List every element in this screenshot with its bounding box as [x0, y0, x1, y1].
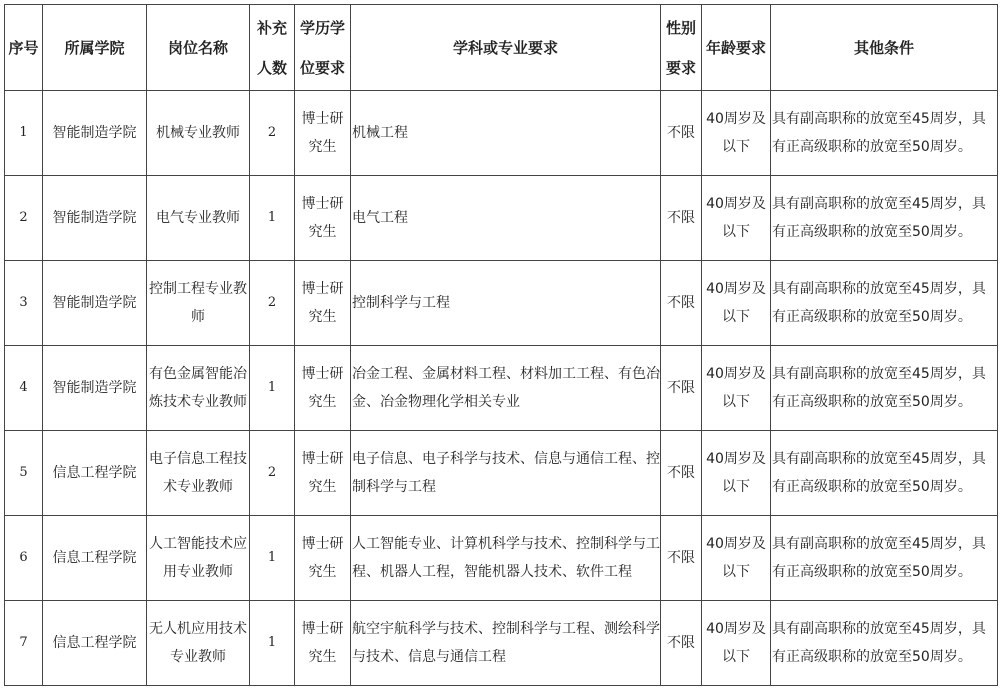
row-position: 人工智能技术应用专业教师 [147, 516, 250, 601]
row-age: 40周岁及以下 [702, 601, 771, 686]
row-index: 6 [5, 516, 43, 601]
row-degree: 博士研究生 [295, 91, 351, 176]
header-age: 年龄要求 [702, 5, 771, 91]
row-other: 具有副高职称的放宽至45周岁，具有正高级职称的放宽至50周岁。 [771, 176, 998, 261]
header-other: 其他条件 [771, 5, 998, 91]
row-count: 2 [250, 261, 295, 346]
header-index: 序号 [5, 5, 43, 91]
row-position: 无人机应用技术专业教师 [147, 601, 250, 686]
row-major: 机械工程 [351, 91, 661, 176]
row-major: 电气工程 [351, 176, 661, 261]
row-position: 机械专业教师 [147, 91, 250, 176]
row-degree: 博士研究生 [295, 601, 351, 686]
row-college: 信息工程学院 [43, 601, 147, 686]
recruitment-table [4, 4, 998, 686]
row-college: 智能制造学院 [43, 176, 147, 261]
row-other: 具有副高职称的放宽至45周岁，具有正高级职称的放宽至50周岁。 [771, 431, 998, 516]
row-major: 人工智能专业、计算机科学与技术、控制科学与工程、机器人工程，智能机器人技术、软件工程 [351, 516, 661, 601]
row-major: 冶金工程、金属材料工程、材料加工工程、有色冶金、冶金物理化学相关专业 [351, 346, 661, 431]
header-gender: 性别要求 [661, 5, 702, 91]
table-row [5, 176, 998, 261]
row-age: 40周岁及以下 [702, 261, 771, 346]
row-position: 电子信息工程技术专业教师 [147, 431, 250, 516]
row-college: 智能制造学院 [43, 346, 147, 431]
row-count: 1 [250, 176, 295, 261]
row-age: 40周岁及以下 [702, 431, 771, 516]
row-gender: 不限 [661, 91, 702, 176]
row-count: 2 [250, 431, 295, 516]
row-age: 40周岁及以下 [702, 91, 771, 176]
row-major: 控制科学与工程 [351, 261, 661, 346]
row-index: 5 [5, 431, 43, 516]
row-degree: 博士研究生 [295, 431, 351, 516]
row-degree: 博士研究生 [295, 261, 351, 346]
header-position: 岗位名称 [147, 5, 250, 91]
row-other: 具有副高职称的放宽至45周岁，具有正高级职称的放宽至50周岁。 [771, 261, 998, 346]
row-degree: 博士研究生 [295, 176, 351, 261]
row-index: 1 [5, 91, 43, 176]
row-index: 2 [5, 176, 43, 261]
row-position: 有色金属智能冶炼技术专业教师 [147, 346, 250, 431]
row-other: 具有副高职称的放宽至45周岁，具有正高级职称的放宽至50周岁。 [771, 91, 998, 176]
table-row [5, 431, 998, 516]
row-count: 1 [250, 516, 295, 601]
header-count: 补充人数 [250, 5, 295, 91]
row-degree: 博士研究生 [295, 346, 351, 431]
row-age: 40周岁及以下 [702, 346, 771, 431]
row-gender: 不限 [661, 516, 702, 601]
row-index: 7 [5, 601, 43, 686]
row-major: 航空宇航科学与技术、控制科学与工程、测绘科学与技术、信息与通信工程 [351, 601, 661, 686]
row-other: 具有副高职称的放宽至45周岁，具有正高级职称的放宽至50周岁。 [771, 601, 998, 686]
row-count: 1 [250, 346, 295, 431]
header-degree: 学历学位要求 [295, 5, 351, 91]
row-other: 具有副高职称的放宽至45周岁，具有正高级职称的放宽至50周岁。 [771, 516, 998, 601]
header-major: 学科或专业要求 [351, 5, 661, 91]
header-row [5, 5, 998, 91]
row-gender: 不限 [661, 346, 702, 431]
row-gender: 不限 [661, 176, 702, 261]
row-gender: 不限 [661, 601, 702, 686]
table-row [5, 601, 998, 686]
row-gender: 不限 [661, 431, 702, 516]
row-degree: 博士研究生 [295, 516, 351, 601]
row-position: 控制工程专业教师 [147, 261, 250, 346]
table-row [5, 346, 998, 431]
row-index: 3 [5, 261, 43, 346]
row-position: 电气专业教师 [147, 176, 250, 261]
row-college: 信息工程学院 [43, 516, 147, 601]
row-count: 2 [250, 91, 295, 176]
row-college: 智能制造学院 [43, 91, 147, 176]
row-other: 具有副高职称的放宽至45周岁，具有正高级职称的放宽至50周岁。 [771, 346, 998, 431]
header-college: 所属学院 [43, 5, 147, 91]
row-college: 智能制造学院 [43, 261, 147, 346]
table-row [5, 516, 998, 601]
table-row [5, 91, 998, 176]
table-row [5, 261, 998, 346]
row-major: 电子信息、电子科学与技术、信息与通信工程、控制科学与工程 [351, 431, 661, 516]
row-gender: 不限 [661, 261, 702, 346]
row-index: 4 [5, 346, 43, 431]
row-college: 信息工程学院 [43, 431, 147, 516]
row-age: 40周岁及以下 [702, 516, 771, 601]
row-age: 40周岁及以下 [702, 176, 771, 261]
row-count: 1 [250, 601, 295, 686]
